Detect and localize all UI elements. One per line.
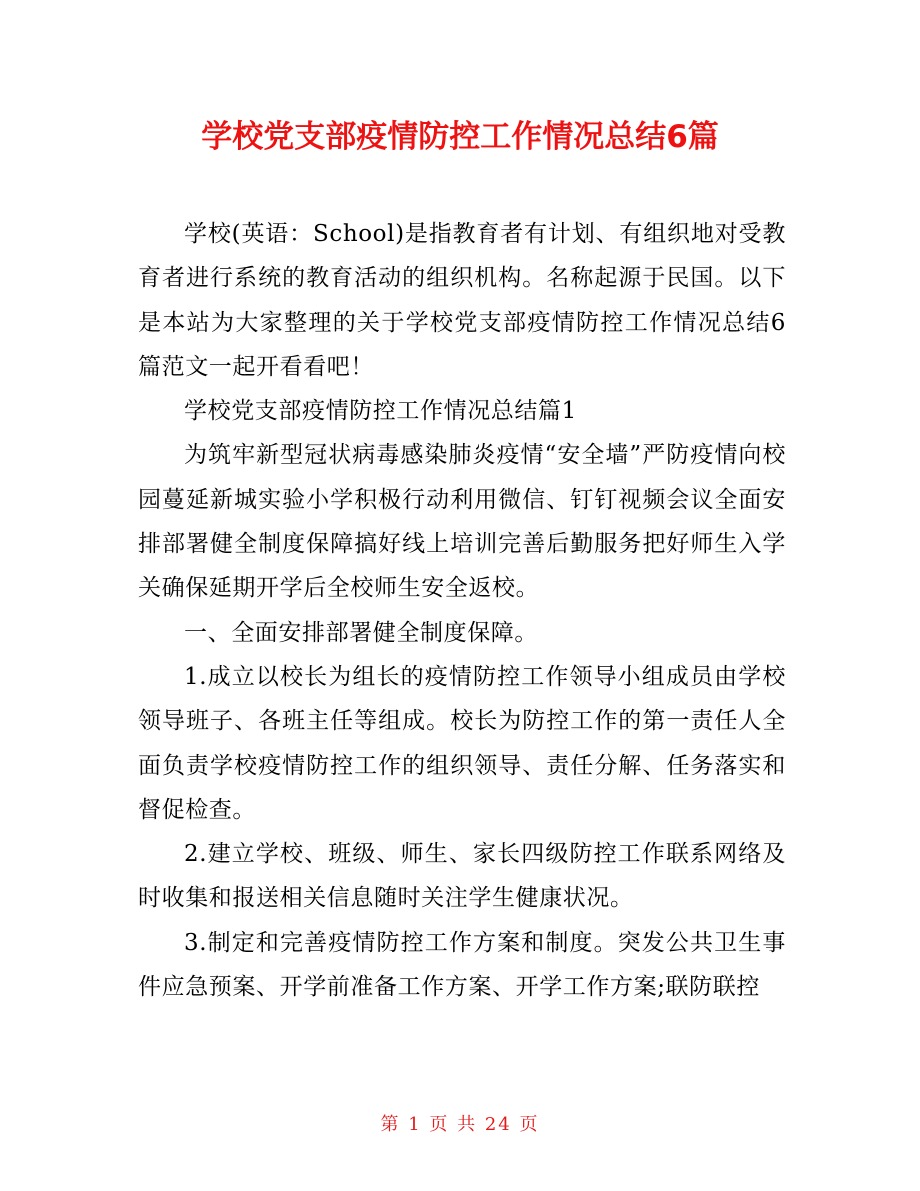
paragraph-item-3: 3.制定和完善疫情防控工作方案和制度。突发公共卫生事件应急预案、开学前准备工作方案、开学工作方案;联防联控 xyxy=(138,929,786,1001)
paragraph-item-1: 1.成立以校长为组长的疫情防控工作领导小组成员由学校领导班子、各班主任等组成。校长为防控工作的第一责任人全面负责学校疫情防控工作的组织领导、责任分解、任务落实和督促检查。 xyxy=(138,663,786,823)
paragraph-intro: 学校(英语：School)是指教育者有计划、有组织地对受教育者进行系统的教育活动的组织机构。名称起源于民国。以下是本站为大家整理的关于学校党支部疫情防控工作情况总结6篇范文一起开看看吧！ xyxy=(138,221,786,380)
paragraph-item-2: 2.建立学校、班级、师生、家长四级防控工作联系网络及时收集和报送相关信息随时关注学生健康状况。 xyxy=(138,841,786,912)
paragraph-heading-one: 一、全面安排部署健全制度保障。 xyxy=(184,619,538,646)
paragraph-overview: 为筑牢新型冠状病毒感染肺炎疫情“安全墙”严防疫情向校园蔓延新城实验小学积极行动利用微信、钉钉视频会议全面安排部署健全制度保障搞好线上培训完善后勤服务把好师生入学关确保延期开学后全校师生安全返校。 xyxy=(138,442,786,602)
document-title: 学校党支部疫情防控工作情况总结6篇 xyxy=(201,119,719,155)
paragraph-section-heading: 学校党支部疫情防控工作情况总结篇1 xyxy=(184,398,577,425)
page-number-footer: 第 1 页 共 24 页 xyxy=(380,1114,540,1135)
document-body xyxy=(138,212,786,1009)
